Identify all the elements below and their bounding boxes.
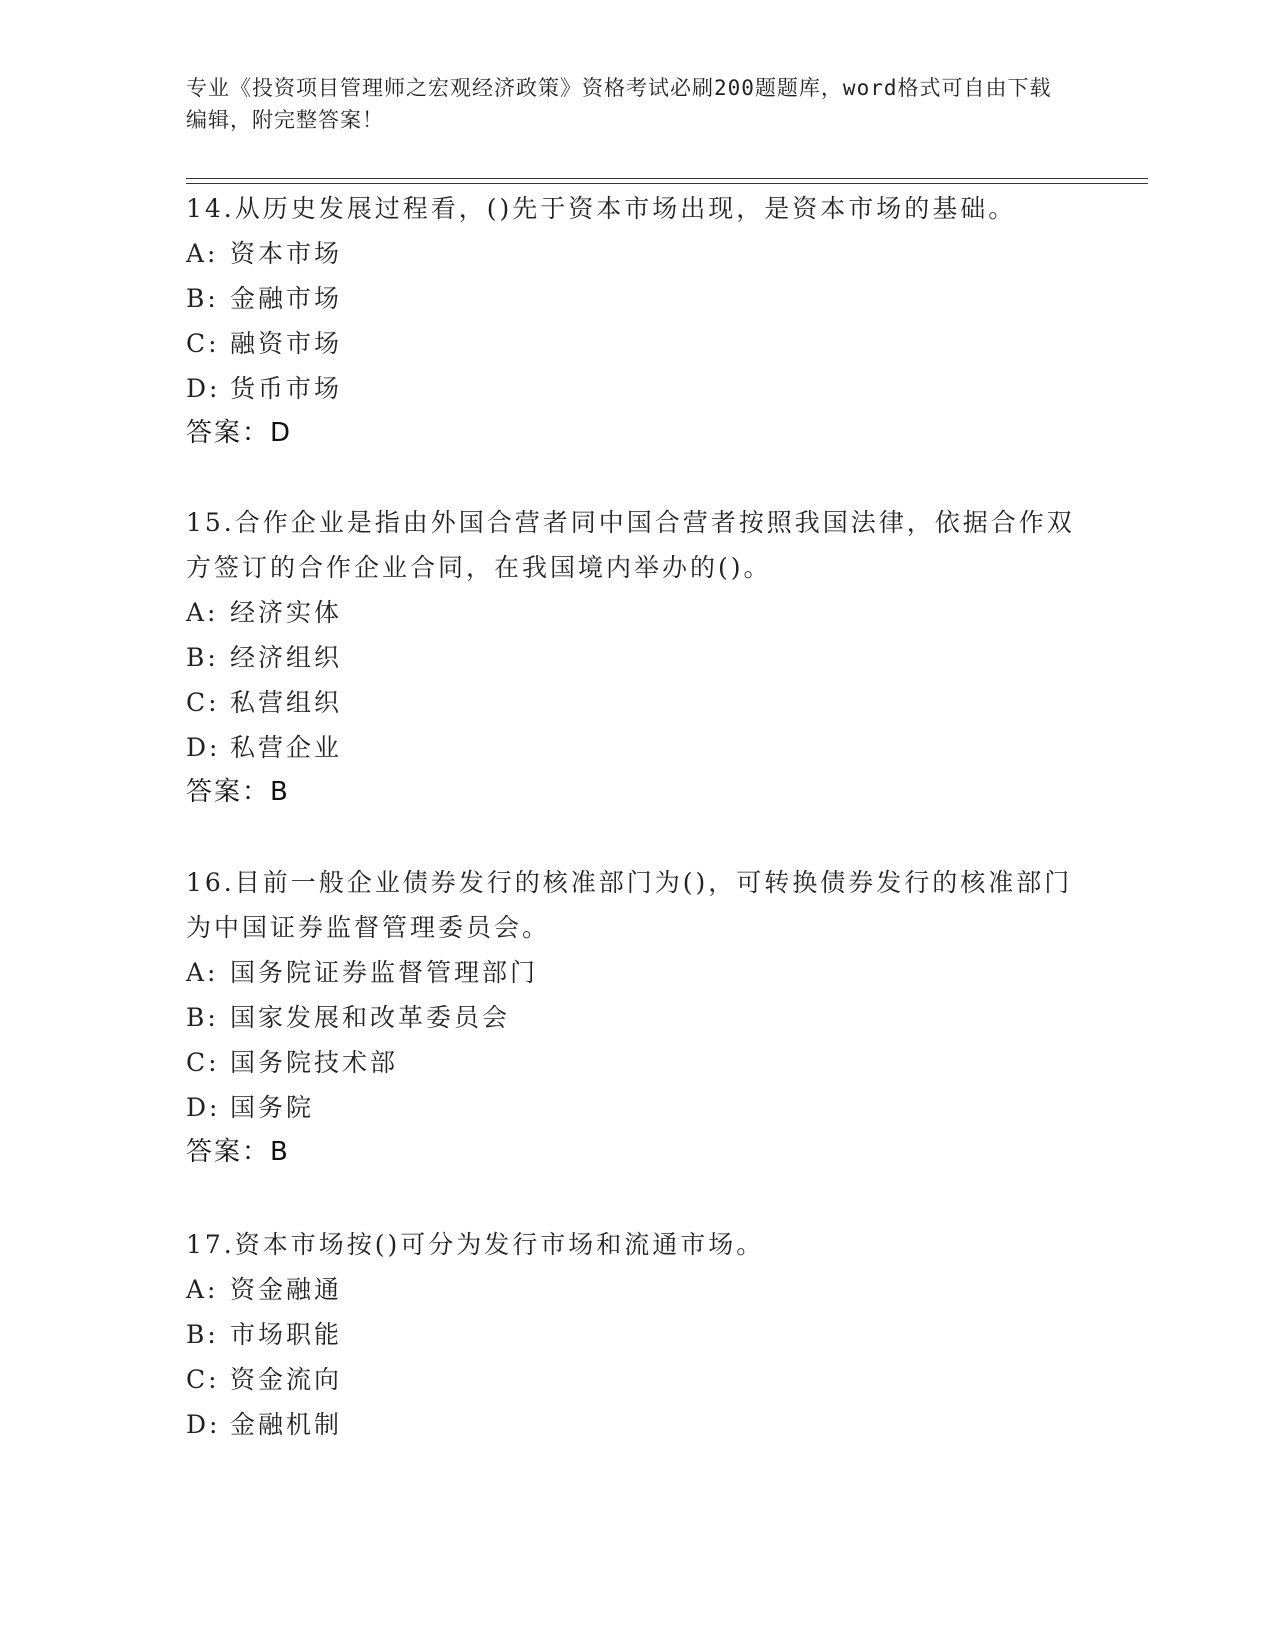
option-text: 资本市场: [230, 239, 343, 268]
question-stem: 14.从历史发展过程看，()先于资本市场出现，是资本市场的基础。: [186, 194, 1017, 223]
option-text: 经济实体: [230, 598, 343, 627]
option-letter: A:: [186, 958, 219, 987]
option-a: [186, 950, 1086, 995]
option-a: [186, 590, 1086, 635]
option-text: 私营组织: [230, 688, 343, 717]
header-rule-top: [186, 178, 1148, 179]
option-letter: B:: [186, 1003, 219, 1032]
option-text: 国务院: [230, 1093, 315, 1122]
option-c: [186, 321, 1086, 366]
option-letter: A:: [186, 1275, 219, 1304]
option-text: 经济组织: [230, 643, 343, 672]
document-header: 专业《投资项目管理师之宏观经济政策》资格考试必刷200题题库，word格式可自由下载编辑，附完整答案！: [186, 76, 1052, 132]
question-stem: 17.资本市场按()可分为发行市场和流通市场。: [186, 1230, 765, 1259]
option-c: [186, 680, 1086, 725]
question-stem: 16.目前一般企业债券发行的核准部门为()，可转换债券发行的核准部门为中国证券监督管理委员会。: [186, 868, 1073, 942]
option-letter: C:: [186, 329, 220, 358]
option-text: 货币市场: [230, 374, 343, 403]
question-stem: 15.合作企业是指由外国合营者同中国合营者按照我国法律，依据合作双方签订的合作企业合同，在我国境内举办的()。: [186, 508, 1075, 582]
question-14: [186, 186, 1086, 456]
option-c: [186, 1040, 1086, 1085]
option-d: [186, 366, 1086, 411]
option-b: [186, 635, 1086, 680]
option-letter: D:: [186, 1093, 221, 1122]
option-text: 国务院技术部: [230, 1048, 399, 1077]
option-c: [186, 1357, 1086, 1402]
option-text: 市场职能: [230, 1320, 343, 1349]
option-b: [186, 276, 1086, 321]
option-text: 金融机制: [230, 1410, 343, 1439]
header-rule-bottom: [186, 183, 1148, 184]
option-d: [186, 1085, 1086, 1130]
option-text: 私营企业: [230, 733, 343, 762]
option-letter: C:: [186, 1365, 220, 1394]
option-d: [186, 725, 1086, 770]
option-b: [186, 1312, 1086, 1357]
option-a: [186, 231, 1086, 276]
option-letter: C:: [186, 688, 220, 717]
option-a: [186, 1267, 1086, 1312]
option-letter: B:: [186, 284, 219, 313]
answer-line: 答案：B: [186, 777, 290, 807]
option-letter: D:: [186, 374, 221, 403]
option-letter: D:: [186, 733, 221, 762]
option-letter: A:: [186, 598, 219, 627]
option-letter: B:: [186, 643, 219, 672]
option-text: 金融市场: [230, 284, 343, 313]
option-letter: D:: [186, 1410, 221, 1439]
option-d: [186, 1402, 1086, 1447]
question-15: [186, 500, 1086, 815]
option-letter: C:: [186, 1048, 220, 1077]
option-b: [186, 995, 1086, 1040]
option-text: 国务院证券监督管理部门: [230, 958, 539, 987]
option-letter: A:: [186, 239, 219, 268]
question-16: [186, 860, 1086, 1175]
option-text: 融资市场: [230, 329, 343, 358]
option-text: 资金融通: [230, 1275, 343, 1304]
option-letter: B:: [186, 1320, 219, 1349]
question-17: [186, 1222, 1086, 1447]
answer-line: 答案：B: [186, 1137, 290, 1167]
option-text: 国家发展和改革委员会: [230, 1003, 511, 1032]
option-text: 资金流向: [230, 1365, 343, 1394]
answer-line: 答案：D: [186, 418, 293, 448]
